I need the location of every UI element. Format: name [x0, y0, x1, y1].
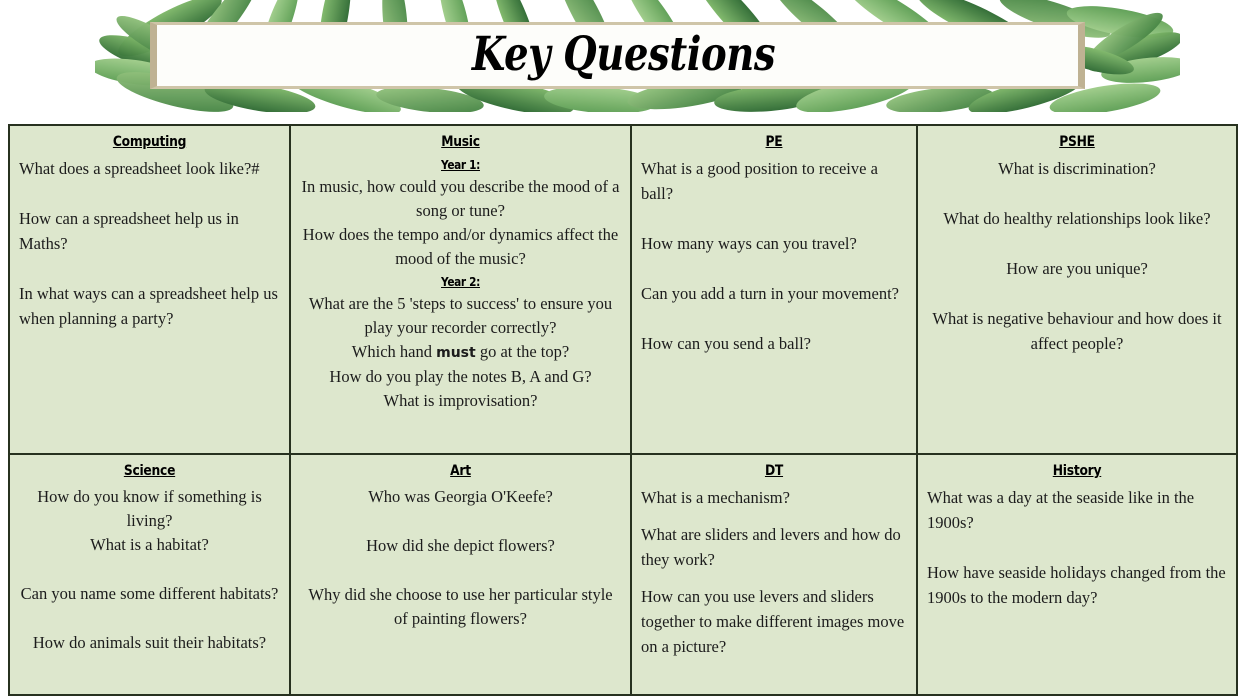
- question-item: How does the tempo and/or dynamics affect the mood of the music?: [302, 225, 619, 268]
- cell-history: [917, 454, 1237, 695]
- subject-heading: Art: [450, 463, 471, 479]
- cell-art: [290, 454, 631, 695]
- spacer: [300, 558, 621, 583]
- spacer: [300, 509, 621, 534]
- cell-music: [290, 125, 631, 454]
- question-item: How many ways can you travel?: [641, 234, 857, 253]
- question-item: What does a spreadsheet look like?#: [19, 159, 260, 178]
- question-item: In what ways can a spreadsheet help us when planning a party?: [19, 284, 278, 328]
- question-item: Can you name some different habitats?: [20, 584, 279, 603]
- cell-pshe: [917, 125, 1237, 454]
- page-header-banner: [0, 0, 1247, 118]
- cell-dt: [631, 454, 917, 695]
- question-item: How are you unique?: [1006, 259, 1148, 278]
- question-item: What was a day at the seaside like in the 1900s?: [927, 488, 1195, 532]
- question-item: What is a mechanism?: [641, 488, 790, 507]
- subject-heading: Science: [123, 463, 176, 479]
- question-item: How do you know if something is living?: [37, 487, 262, 530]
- spacer: [19, 606, 280, 631]
- question-item: What is a habitat?: [90, 535, 209, 554]
- question-item: What are the 5 'steps to success' to ensure you play your recorder correctly?: [308, 294, 613, 337]
- question-item: Can you add a turn in your movement?: [641, 284, 899, 303]
- question-item: How can you send a ball?: [641, 334, 811, 353]
- question-item: How can a spreadsheet help us in Maths?: [19, 209, 239, 253]
- question-item-rich: [300, 340, 621, 365]
- spacer: [641, 256, 907, 281]
- cell-computing: [9, 125, 290, 454]
- table-row: [9, 125, 1237, 454]
- spacer: [19, 557, 280, 582]
- question-item: What is improvisation?: [383, 391, 538, 410]
- spacer: [641, 572, 907, 584]
- spacer: [927, 281, 1227, 306]
- question-item: How did she depict flowers?: [366, 536, 555, 555]
- spacer: [641, 510, 907, 522]
- spacer: [19, 256, 280, 281]
- question-item: What are sliders and levers and how do they work?: [641, 525, 901, 569]
- spacer: [641, 206, 907, 231]
- subject-heading: DT: [764, 463, 784, 479]
- subject-heading: PE: [765, 134, 783, 150]
- spacer: [927, 181, 1227, 206]
- question-item: How have seaside holidays changed from the 1900s to the modern day?: [927, 563, 1226, 607]
- question-item: What is negative behaviour and how does it affect people?: [932, 309, 1222, 353]
- question-item: What do healthy relationships look like?: [943, 209, 1211, 228]
- question-item: What is discrimination?: [998, 159, 1156, 178]
- cell-pe: [631, 125, 917, 454]
- question-item: How can you use levers and sliders together to make different images move on a picture?: [641, 587, 905, 656]
- spacer: [927, 231, 1227, 256]
- question-item: In music, how could you describe the mood of a song or tune?: [301, 177, 620, 220]
- question-item: Why did she choose to use her particular style of painting flowers?: [308, 585, 613, 628]
- question-item: What is a good position to receive a ball?: [641, 159, 878, 203]
- cell-science: [9, 454, 290, 695]
- key-questions-table: [8, 124, 1238, 696]
- spacer: [641, 306, 907, 331]
- table-row: [9, 454, 1237, 695]
- question-item: How do you play the notes B, A and G?: [329, 367, 592, 386]
- question-item: Who was Georgia O'Keefe?: [368, 487, 553, 506]
- question-item: How do animals suit their habitats?: [32, 633, 267, 652]
- subject-heading: PSHE: [1059, 134, 1095, 150]
- year-label-1: Year 1:: [441, 158, 480, 172]
- spacer: [19, 181, 280, 206]
- year-label-2: Year 2:: [441, 275, 480, 289]
- subject-heading: History: [1052, 463, 1102, 479]
- question-part-emphasis: must: [436, 345, 476, 361]
- page-title: Key Questions: [471, 27, 776, 82]
- subject-heading: Music: [441, 134, 480, 150]
- question-part: go at the top?: [475, 342, 570, 361]
- question-part: Which hand: [351, 342, 437, 361]
- spacer: [927, 535, 1227, 560]
- subject-heading: Computing: [112, 134, 187, 150]
